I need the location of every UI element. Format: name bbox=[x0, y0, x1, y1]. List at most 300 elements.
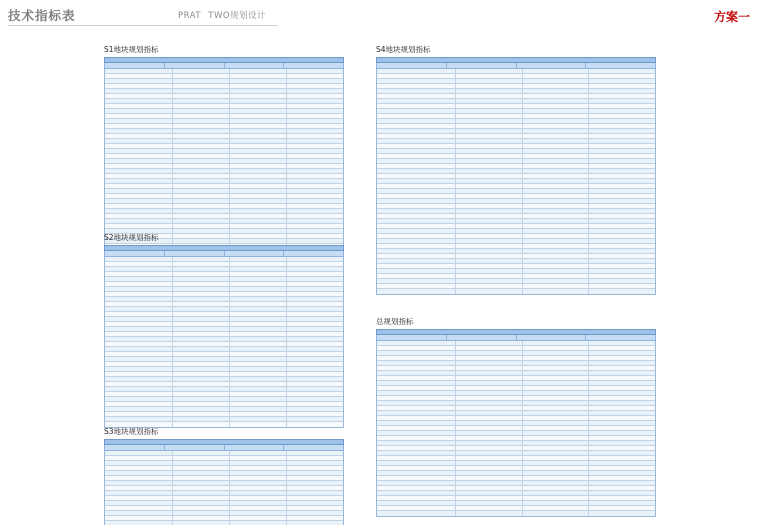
table-column-divider bbox=[229, 352, 230, 357]
table-column-divider bbox=[455, 366, 456, 371]
table-header-cell bbox=[517, 335, 587, 340]
table-column-divider bbox=[286, 84, 287, 89]
table-column-divider bbox=[172, 184, 173, 189]
table-column-divider bbox=[455, 94, 456, 99]
table-column-divider bbox=[522, 351, 523, 356]
table-column-divider bbox=[172, 174, 173, 179]
table-column-divider bbox=[286, 362, 287, 367]
table-column-divider bbox=[229, 169, 230, 174]
table-column-divider bbox=[172, 352, 173, 357]
table-column-divider bbox=[522, 124, 523, 129]
table-column-divider bbox=[522, 341, 523, 346]
subtitle-en: PRAT bbox=[178, 11, 202, 21]
table-column-divider bbox=[522, 376, 523, 381]
table-column-divider bbox=[172, 292, 173, 297]
table-column-divider bbox=[172, 412, 173, 417]
table-column-divider bbox=[588, 436, 589, 441]
table-column-divider bbox=[229, 129, 230, 134]
table-column-divider bbox=[588, 219, 589, 224]
table-column-divider bbox=[172, 476, 173, 481]
table-column-divider bbox=[286, 94, 287, 99]
table-column-divider bbox=[172, 199, 173, 204]
table-column-divider bbox=[286, 184, 287, 189]
table-column-divider bbox=[172, 481, 173, 486]
header-divider bbox=[8, 25, 278, 26]
table-column-divider bbox=[522, 371, 523, 376]
table-column-divider bbox=[588, 69, 589, 74]
table-column-divider bbox=[229, 367, 230, 372]
table-column-divider bbox=[588, 109, 589, 114]
table-column-divider bbox=[455, 279, 456, 284]
table-column-divider bbox=[229, 471, 230, 476]
table-column-divider bbox=[588, 416, 589, 421]
table-column-divider bbox=[229, 407, 230, 412]
table-column-divider bbox=[588, 289, 589, 294]
table-column-divider bbox=[172, 357, 173, 362]
table-column-divider bbox=[286, 342, 287, 347]
table-column-divider bbox=[229, 362, 230, 367]
table-column-divider bbox=[522, 199, 523, 204]
table-column-divider bbox=[588, 356, 589, 361]
table-column-divider bbox=[588, 506, 589, 511]
table-column-divider bbox=[229, 312, 230, 317]
table-column-divider bbox=[588, 99, 589, 104]
table-column-divider bbox=[588, 511, 589, 516]
table-column-divider bbox=[172, 287, 173, 292]
table-column-divider bbox=[286, 511, 287, 516]
table-column-divider bbox=[522, 274, 523, 279]
table-column-divider bbox=[455, 421, 456, 426]
table-column-divider bbox=[455, 264, 456, 269]
table-column-divider bbox=[588, 199, 589, 204]
table-column-divider bbox=[229, 287, 230, 292]
table-column-divider bbox=[455, 416, 456, 421]
table-column-divider bbox=[172, 277, 173, 282]
table-column-divider bbox=[172, 114, 173, 119]
table-column-divider bbox=[455, 194, 456, 199]
table-column-divider bbox=[588, 381, 589, 386]
table-column-divider bbox=[522, 209, 523, 214]
table-column-divider bbox=[588, 471, 589, 476]
table-column-divider bbox=[286, 74, 287, 79]
table-column-divider bbox=[455, 361, 456, 366]
table-header-cell bbox=[377, 335, 447, 340]
table-column-divider bbox=[455, 184, 456, 189]
table-column-divider bbox=[455, 426, 456, 431]
table-column-divider bbox=[286, 417, 287, 422]
table-column-divider bbox=[172, 99, 173, 104]
table-column-divider bbox=[229, 267, 230, 272]
table-column-divider bbox=[229, 337, 230, 342]
table-column-divider bbox=[522, 476, 523, 481]
table-column-divider bbox=[172, 194, 173, 199]
table-column-divider bbox=[286, 486, 287, 491]
block-total bbox=[376, 316, 656, 517]
table-column-divider bbox=[522, 84, 523, 89]
table-column-divider bbox=[455, 154, 456, 159]
table-column-divider bbox=[172, 129, 173, 134]
table-column-divider bbox=[229, 94, 230, 99]
table-column-divider bbox=[522, 501, 523, 506]
table-column-divider bbox=[172, 209, 173, 214]
table-column-divider bbox=[229, 104, 230, 109]
table-column-divider bbox=[229, 496, 230, 501]
table-column-divider bbox=[522, 79, 523, 84]
table-column-divider bbox=[229, 124, 230, 129]
table-column-divider bbox=[286, 144, 287, 149]
table-column-divider bbox=[172, 317, 173, 322]
table-column-divider bbox=[455, 79, 456, 84]
table-column-divider bbox=[455, 114, 456, 119]
table-column-divider bbox=[172, 347, 173, 352]
table-column-divider bbox=[455, 134, 456, 139]
table-column-divider bbox=[172, 471, 173, 476]
table-column-divider bbox=[172, 342, 173, 347]
table-column-divider bbox=[588, 184, 589, 189]
table-column-divider bbox=[286, 267, 287, 272]
table-column-divider bbox=[588, 371, 589, 376]
table-column-divider bbox=[522, 381, 523, 386]
table-column-divider bbox=[522, 159, 523, 164]
table-column-divider bbox=[588, 179, 589, 184]
table-column-divider bbox=[229, 189, 230, 194]
table-column-divider bbox=[588, 224, 589, 229]
table-s3 bbox=[104, 439, 344, 525]
table-body bbox=[376, 69, 656, 295]
table-column-divider bbox=[286, 302, 287, 307]
table-column-divider bbox=[172, 496, 173, 501]
table-column-divider bbox=[588, 451, 589, 456]
table-column-divider bbox=[229, 149, 230, 154]
table-column-divider bbox=[286, 139, 287, 144]
table-header-cell bbox=[105, 251, 165, 256]
table-column-divider bbox=[455, 436, 456, 441]
table-column-divider bbox=[286, 392, 287, 397]
table-column-divider bbox=[455, 229, 456, 234]
table-column-divider bbox=[588, 149, 589, 154]
table-column-divider bbox=[455, 284, 456, 289]
table-column-divider bbox=[172, 506, 173, 511]
table-column-divider bbox=[455, 214, 456, 219]
table-column-divider bbox=[455, 199, 456, 204]
table-column-divider bbox=[286, 174, 287, 179]
table-column-divider bbox=[455, 391, 456, 396]
table-column-divider bbox=[455, 239, 456, 244]
table-column-divider bbox=[229, 397, 230, 402]
table-column-divider bbox=[522, 249, 523, 254]
table-column-divider bbox=[455, 456, 456, 461]
table-column-divider bbox=[286, 209, 287, 214]
table-column-divider bbox=[229, 332, 230, 337]
table-column-divider bbox=[229, 164, 230, 169]
table-column-divider bbox=[522, 401, 523, 406]
table-column-divider bbox=[286, 277, 287, 282]
table-column-divider bbox=[455, 189, 456, 194]
table-header-cell bbox=[225, 445, 285, 450]
table-column-divider bbox=[588, 351, 589, 356]
table-column-divider bbox=[172, 302, 173, 307]
table-column-divider bbox=[522, 264, 523, 269]
table-column-divider bbox=[588, 391, 589, 396]
table-column-divider bbox=[588, 134, 589, 139]
table-column-divider bbox=[588, 466, 589, 471]
table-column-divider bbox=[286, 332, 287, 337]
table-column-divider bbox=[172, 417, 173, 422]
table-column-divider bbox=[455, 224, 456, 229]
table-column-divider bbox=[522, 406, 523, 411]
table-column-divider bbox=[588, 189, 589, 194]
table-column-divider bbox=[229, 174, 230, 179]
table-column-divider bbox=[522, 74, 523, 79]
table-column-divider bbox=[172, 159, 173, 164]
table-header-cell bbox=[586, 63, 655, 68]
table-column-divider bbox=[455, 476, 456, 481]
table-column-divider bbox=[229, 277, 230, 282]
table-column-divider bbox=[286, 257, 287, 262]
table-column-divider bbox=[522, 184, 523, 189]
table-column-divider bbox=[455, 381, 456, 386]
table-column-divider bbox=[588, 269, 589, 274]
table-column-divider bbox=[229, 84, 230, 89]
table-column-divider bbox=[172, 124, 173, 129]
table-column-divider bbox=[229, 506, 230, 511]
table-column-divider bbox=[522, 144, 523, 149]
table-column-divider bbox=[588, 401, 589, 406]
table-body bbox=[376, 341, 656, 517]
table-column-divider bbox=[286, 109, 287, 114]
table-column-divider bbox=[455, 486, 456, 491]
table-column-divider bbox=[172, 179, 173, 184]
page-subtitle bbox=[178, 9, 266, 21]
table-column-divider bbox=[286, 377, 287, 382]
block-title-s4: S4地块规划指标 bbox=[376, 45, 431, 54]
table-column-divider bbox=[286, 219, 287, 224]
table-column-divider bbox=[172, 224, 173, 229]
table-column-divider bbox=[172, 387, 173, 392]
table-column-divider bbox=[172, 451, 173, 456]
table-column-divider bbox=[286, 521, 287, 525]
table-column-divider bbox=[588, 284, 589, 289]
table-column-divider bbox=[455, 351, 456, 356]
table-column-divider bbox=[286, 124, 287, 129]
table-column-divider bbox=[522, 426, 523, 431]
table-column-divider bbox=[522, 104, 523, 109]
table-column-divider bbox=[455, 179, 456, 184]
table-column-divider bbox=[229, 501, 230, 506]
table-column-divider bbox=[588, 259, 589, 264]
table-column-divider bbox=[229, 89, 230, 94]
table-column-divider bbox=[172, 149, 173, 154]
table-column-divider bbox=[588, 169, 589, 174]
table-column-divider bbox=[172, 402, 173, 407]
table-column-divider bbox=[229, 224, 230, 229]
table-column-divider bbox=[455, 119, 456, 124]
table-column-divider bbox=[588, 234, 589, 239]
table-column-divider bbox=[286, 194, 287, 199]
table-column-divider bbox=[286, 149, 287, 154]
table-column-divider bbox=[229, 139, 230, 144]
table-column-divider bbox=[522, 269, 523, 274]
table-column-divider bbox=[588, 341, 589, 346]
table-column-divider bbox=[455, 169, 456, 174]
table-column-divider bbox=[588, 386, 589, 391]
table-column-divider bbox=[588, 154, 589, 159]
table-column-divider bbox=[522, 279, 523, 284]
table-column-divider bbox=[229, 219, 230, 224]
table-column-divider bbox=[286, 481, 287, 486]
table-column-divider bbox=[172, 367, 173, 372]
table-column-divider bbox=[172, 219, 173, 224]
table-column-divider bbox=[455, 234, 456, 239]
table-column-divider bbox=[229, 417, 230, 422]
table-column-divider bbox=[522, 366, 523, 371]
table-column-divider bbox=[522, 506, 523, 511]
block-title-s1: S1地块规划指标 bbox=[104, 45, 159, 54]
table-column-divider bbox=[455, 74, 456, 79]
table-column-divider bbox=[286, 204, 287, 209]
table-column-divider bbox=[588, 411, 589, 416]
table-column-divider bbox=[455, 254, 456, 259]
table-column-divider bbox=[286, 169, 287, 174]
table-column-divider bbox=[286, 134, 287, 139]
table-column-divider bbox=[172, 307, 173, 312]
table-column-divider bbox=[229, 199, 230, 204]
block-title-s2: S2地块规划指标 bbox=[104, 233, 159, 242]
table-column-divider bbox=[286, 491, 287, 496]
table-column-divider bbox=[588, 491, 589, 496]
table-column-divider bbox=[522, 204, 523, 209]
table-column-divider bbox=[588, 214, 589, 219]
table-column-divider bbox=[229, 327, 230, 332]
page-title: 技术指标表 bbox=[8, 8, 76, 23]
table-column-divider bbox=[455, 346, 456, 351]
table-column-divider bbox=[522, 391, 523, 396]
table-column-divider bbox=[172, 516, 173, 521]
table-column-divider bbox=[455, 356, 456, 361]
table-column-divider bbox=[229, 511, 230, 516]
table-column-divider bbox=[455, 259, 456, 264]
table-column-divider bbox=[455, 149, 456, 154]
table-column-divider bbox=[588, 254, 589, 259]
table-column-divider bbox=[172, 109, 173, 114]
table-column-divider bbox=[172, 501, 173, 506]
table-column-divider bbox=[229, 392, 230, 397]
table-body bbox=[104, 451, 344, 525]
table-column-divider bbox=[522, 114, 523, 119]
table-column-divider bbox=[588, 79, 589, 84]
table-column-divider bbox=[455, 501, 456, 506]
table-column-divider bbox=[286, 179, 287, 184]
table-column-divider bbox=[229, 209, 230, 214]
table-column-divider bbox=[455, 124, 456, 129]
table-column-divider bbox=[588, 164, 589, 169]
table-column-divider bbox=[229, 297, 230, 302]
table-column-divider bbox=[588, 119, 589, 124]
table-column-divider bbox=[229, 307, 230, 312]
table-column-divider bbox=[522, 119, 523, 124]
table-header-cell bbox=[165, 251, 225, 256]
table-column-divider bbox=[229, 491, 230, 496]
table-column-divider bbox=[286, 516, 287, 521]
table-column-divider bbox=[229, 466, 230, 471]
table-column-divider bbox=[229, 119, 230, 124]
table-column-divider bbox=[229, 302, 230, 307]
table-column-divider bbox=[229, 109, 230, 114]
table-column-divider bbox=[588, 501, 589, 506]
table-column-divider bbox=[172, 69, 173, 74]
table-column-divider bbox=[588, 84, 589, 89]
table-column-divider bbox=[229, 69, 230, 74]
table-column-divider bbox=[588, 204, 589, 209]
table-column-divider bbox=[588, 264, 589, 269]
table-column-divider bbox=[286, 506, 287, 511]
table-header-cell bbox=[105, 445, 165, 450]
table-column-divider bbox=[172, 312, 173, 317]
table-header-cell bbox=[105, 63, 165, 68]
table-column-divider bbox=[172, 327, 173, 332]
table-column-divider bbox=[229, 377, 230, 382]
table-column-divider bbox=[588, 159, 589, 164]
table-column-divider bbox=[455, 164, 456, 169]
table-column-divider bbox=[229, 74, 230, 79]
table-column-divider bbox=[229, 79, 230, 84]
table-column-divider bbox=[286, 387, 287, 392]
table-column-divider bbox=[172, 392, 173, 397]
table-column-divider bbox=[455, 174, 456, 179]
table-column-divider bbox=[286, 372, 287, 377]
table-column-divider bbox=[229, 282, 230, 287]
table-column-divider bbox=[522, 134, 523, 139]
table-column-divider bbox=[172, 79, 173, 84]
table-column-divider bbox=[286, 357, 287, 362]
table-column-divider bbox=[455, 69, 456, 74]
table-column-divider bbox=[172, 297, 173, 302]
table-column-divider bbox=[522, 441, 523, 446]
table-column-divider bbox=[588, 194, 589, 199]
table-column-divider bbox=[455, 139, 456, 144]
table-column-divider bbox=[522, 346, 523, 351]
table-column-divider bbox=[588, 74, 589, 79]
block-s3 bbox=[104, 426, 344, 525]
table-column-divider bbox=[455, 471, 456, 476]
table-column-divider bbox=[172, 461, 173, 466]
table-column-divider bbox=[286, 327, 287, 332]
table-column-divider bbox=[172, 204, 173, 209]
table-column-divider bbox=[229, 194, 230, 199]
table-column-divider bbox=[229, 456, 230, 461]
table-column-divider bbox=[588, 446, 589, 451]
table-column-divider bbox=[522, 169, 523, 174]
table-column-divider bbox=[522, 244, 523, 249]
table-s2 bbox=[104, 245, 344, 428]
table-column-divider bbox=[455, 99, 456, 104]
table-column-divider bbox=[522, 164, 523, 169]
table-column-divider bbox=[522, 224, 523, 229]
table-column-divider bbox=[588, 431, 589, 436]
table-column-divider bbox=[522, 461, 523, 466]
table-column-divider bbox=[286, 451, 287, 456]
table-column-divider bbox=[455, 466, 456, 471]
table-column-divider bbox=[286, 69, 287, 74]
table-column-divider bbox=[522, 259, 523, 264]
table-column-divider bbox=[522, 194, 523, 199]
table-column-divider bbox=[286, 352, 287, 357]
table-column-divider bbox=[455, 511, 456, 516]
table-column-divider bbox=[286, 407, 287, 412]
table-column-divider bbox=[172, 134, 173, 139]
table-header-cell bbox=[284, 63, 343, 68]
table-column-divider bbox=[522, 239, 523, 244]
